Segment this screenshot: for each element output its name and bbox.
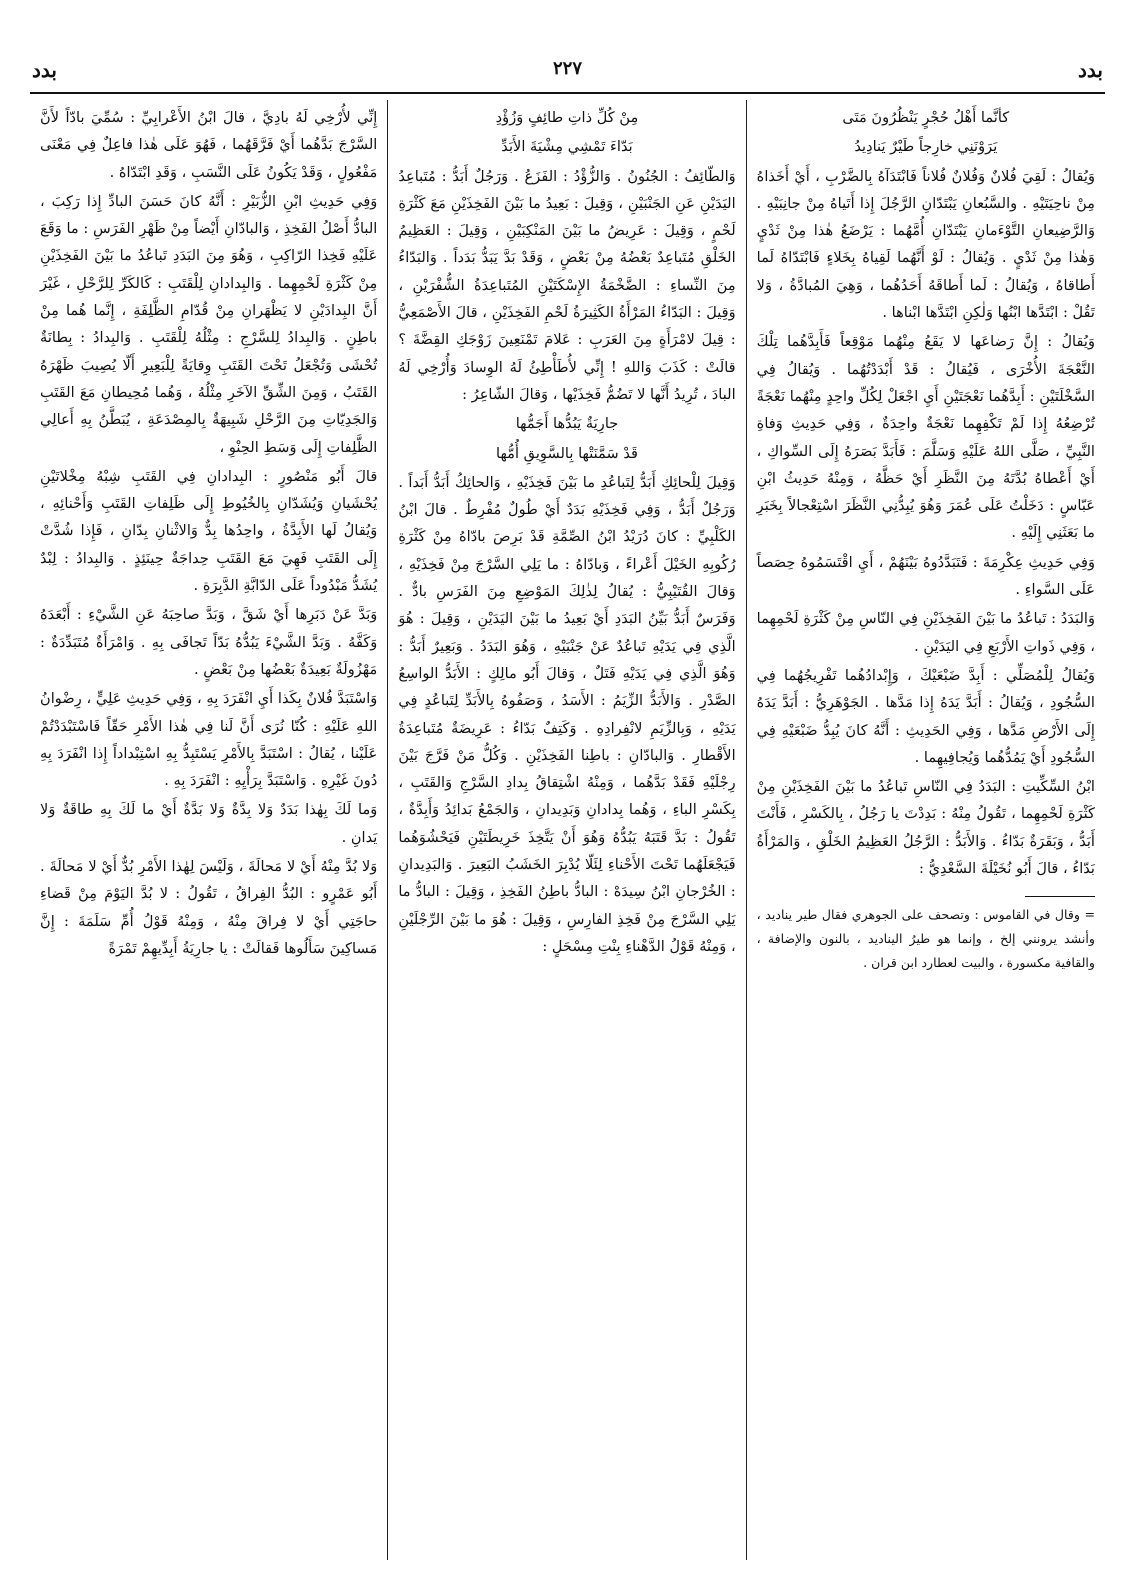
verse-line: قَدْ سَمَّنَتْها بِالسَّوِيقِ أُمُّها (496, 444, 638, 462)
paragraph: وَالبَدَدُ : تَباعُدُ ما بَيْنَ الفَخِذَيْنِ فِي النّاسِ مِنْ كَثْرَةِ لَحْمِهِما ، وَفِي ذَواتِ الأَرْبَعِ فِي اليَدَيْنِ . (756, 610, 1095, 655)
header-root-right: بدد (1078, 58, 1103, 82)
paragraph: وَيُقالُ لِلْمُصَلِّي : أَبِدَّ ضَبْعَيْكَ ، وَإِبْدادُهُما تَفْرِيجُهُما فِي السُّجُودِ ، وَيُقالُ : أَبَدَّ يَدَهُ إِذا مَدَّها . الجَوْهَرِيُّ : أَبَدَّ يَدَهُ إِلَى الأَرْضِ مَدَّها ، وَفِي الحَدِيثِ : أَنَّهُ كانَ يُبِدُّ ضَبْعَيْهِ فِي السُّجُودِ أَيْ يَمُدُّهُما وَيُجافِيهِما . (756, 666, 1095, 766)
dictionary-page (30, 40, 1105, 1560)
verse-line: يَرَوْنَنِي خارِجاً طَيْرٌ يَنادِيدُ (854, 138, 998, 156)
paragraph: قالَ أَبُو مَنْصُورٍ : البِدادانِ فِي القَتَبِ شِبْهُ مِخْلاتَيْنِ يُحْشَيانِ وَيُشَدّانِ بِالخُيُوطِ إِلَى ظَلِفاتِ القَتَبِ وَأَحْنائِهِ ، وَيُقالُ لَها الأَبِدَّةُ ، واحِدُها بِدٌّ وَالاثْنانِ بِدّانِ ، فَإِذا شُدَّتْ إِلَى القَتَبِ فَهِيَ مَعَ القَتَبِ حِداجَةٌ حِينَئِذٍ . وَالبِدادُ : لِبْدٌ يُشَدُّ مَبْدُوداً عَلَى الدّابَّةِ الدَّبِرَةِ . (40, 467, 378, 595)
paragraph: وَيُقالُ : لَقِيَ فُلانٌ وَفُلانٌ فُلاناً فَابْتَدَآهُ بِالضَّرْبِ ، أَيْ أَخَذاهُ مِنْ ناحِيَتَيْهِ . والسَّبُعانِ يَبْتَدّانِ الرَّجُلَ إِذا أَتَياهُ مِنْ جانِبَيْهِ . وَالرَّضِيعانِ التَّوْءَمانِ يَبْتَدّانِ أُمَّهُما : يَرْضَعُ هٰذا مِنْ ثَدْيٍ وَهٰذا مِنْ ثَدْيٍ . وَيُقالُ : لَوْ أَنَّهُما لَقِياهُ بِخَلاءٍ فَابْتَدّاهُ لَما أَطاقاهُ ، وَيُقالُ : لَما أَطاقَهُ أَحَدُهُما ، وَهِيَ المُبادَّةُ ، وَلا تَقُلْ : ابْتَدَّها ابْنُها وَلٰكِنِ ابْتَدَّها ابْناها . (756, 167, 1095, 322)
paragraph: وَلا بُدَّ مِنْهُ أَيْ لا مَحالَةَ ، وَلَيْسَ لِهٰذا الأَمْرِ بُدٌّ أَيْ لا مَحالَةَ . أَبُو عَمْرٍو : البُدُّ الفِراقُ ، تَقُولُ : لا بُدَّ اليَوْمَ مِنْ قَضاءِ حاجَتِي أَيْ لا فِراقَ مِنْهُ ، وَمِنْهُ قَوْلُ أُمِّ سَلَمَةَ : إِنَّ مَساكِينَ سَأَلُوها فَقالَتْ : يا جارِيَةُ أَبِدِّيهِمْ تَمْرَةً (40, 858, 378, 957)
paragraph: إِنِّي لأُرْخِي لَهُ بادِيَّ ، قالَ ابْنُ الأَعْرابِيِّ : سُمِّيَ بادّاً لأَنَّ السَّرْجَ بَدَّهُما أَيْ فَرَّقَهُما ، فَهُوَ عَلَى هٰذا فاعِلٌ فِي مَعْنَى مَفْعُولٍ ، وَقَدْ يَكُونُ عَلَى النَّسَبِ ، وَقَدِ ابْتَدّاهُ . (40, 109, 378, 181)
paragraph: وَما لَكَ بِهٰذا بَدَدٌ وَلا بِدَّةٌ وَلا بَدَّةٌ أَيْ ما لَكَ بِهِ طاقَةٌ وَلا يَدانِ . (40, 801, 378, 846)
verse-line: كأنَّما أَهْلُ حُجْرٍ يَنْظُرُونَ مَتَى (842, 109, 1010, 126)
column-middle (388, 100, 746, 1560)
paragraph: وَفِي حَدِيثِ عِكْرِمَةَ : فَتَبَدَّدُوهُ بَيْنَهُمْ ، أَيِ اقْتَسَمُوهُ حِصَصاً عَلَى السَّواءِ . (756, 553, 1095, 599)
verse-line: بَدّاءَ تَمْشِي مِشْيَةَ الأَبَدِّ (501, 138, 633, 156)
paragraph: وَيُقالُ : إِنَّ رَضاعَها لا يَقَعُ مِنْهُما مَوْقِعاً فَأَبِدَّهُما تِلْكَ النَّعْجَةَ الأُخْرَى ، فَيُقالُ : قَدْ أَبْدَدْتُهُما . وَيُقالُ فِي السَّخْلَتَيْنِ : أَبِدَّهُما نَعْجَتَيْنِ أَيِ اجْعَلْ لِكُلِّ واحِدٍ مِنْهُما نَعْجَةً تُرْضِعُهُ إِذا لَمْ تَكْفِهِما نَعْجَةٌ واحِدَةٌ ، وَفِي حَدِيثِ وَفاةِ النَّبِيِّ ، صَلَّى اللهُ عَلَيْهِ وَسَلَّمَ : فَأَبَدَّ بَصَرَهُ إِلَى السِّواكِ ، أَيْ أَعْطاهُ بُدَّتَهُ مِنَ النَّظَرِ أَيْ حَظَّهُ ، وَمِنْهُ حَدِيثُ ابْنِ عَبّاسٍ : دَخَلْتُ عَلَى عُمَرَ وَهُوَ يُبِدُّنِي النَّظَرَ اسْتِعْجالاً بِخَبَرِ ما بَعَثَنِي إِلَيْهِ . (756, 333, 1095, 542)
header-root-left: بدد (32, 58, 57, 82)
page-header (30, 58, 1105, 88)
column-right (747, 100, 1105, 1560)
verse-line: جارِيَةٌ يَبُدُّها أَجَمُّها (515, 415, 619, 433)
page-number: ٢٢٧ (552, 58, 583, 79)
paragraph: وَقِيلَ لِلْحائِكِ أَبَدُّ لِتَباعُدِ ما بَيْنَ فَخِذَيْهِ ، وَالحائِكُ أَبَدُّ أَبَداً . وَرَجُلٌ أَبَدُّ ، وَفِي فَخِذَيْهِ بَدَدٌ أَيْ طُولٌ مُفْرِطٌ . قالَ ابْنُ الكَلْبِيِّ : كانَ دُرَيْدُ ابْنُ الصِّمَّةِ قَدْ بَرِصَ بادّاهُ مِنْ كَثْرَةِ رُكُوبِهِ الخَيْلَ أَعْراءً ، وَبادّاهُ : ما يَلِي السَّرْجَ مِنْ فَخِذَيْهِ ، وَقالَ القُتَيْبِيُّ : يُقالُ لِذٰلِكَ المَوْضِعِ مِنَ الفَرَسِ بادٌّ . وَفَرَسٌ أَبَدُّ بَيِّنُ البَدَدِ أَيْ بَعِيدُ ما بَيْنَ اليَدَيْنِ ، وَقِيلَ : هُوَ الَّذِي فِي يَدَيْهِ تَباعُدٌ عَنْ جَنْبَيْهِ ، وَهُوَ البَدَدُ . وَبَعِيرٌ أَبَدُّ : وَهُوَ الَّذِي فِي يَدَيْهِ فَتَلٌ ، وَقالَ أَبُو مالِكٍ : الأَبَدُّ الواسِعُ الصَّدْرِ . وَالأَبَدُّ الزِّيَمُ : الأَسَدُ ، وَصَفُوهُ بِالأَبَدِّ لِتَباعُدٍ فِي يَدَيْهِ ، وَبِالزِّيَمِ لانْفِرادِهِ . وَكَتِفٌ بَدّاءُ : عَرِيضَةٌ مُتَباعِدَةُ الأَقْطارِ . وَالبادّانِ : باطِنا الفَخِذَيْنِ . وَكُلُّ مَنْ فَرَّجَ بَيْنَ رِجْلَيْهِ فَقَدْ بَدَّهُما ، وَمِنْهُ اشْتِقاقُ بِدادِ السَّرْجِ وَالقَتَبِ ، بِكَسْرِ الباءِ ، وَهُما بِدادانِ وَبَدِيدانِ ، وَالجَمْعُ بَدائِدُ وَأَبِدَّةٌ ، تَقُولُ : بَدَّ قَتَبَهُ يَبُدُّهُ وَهُوَ أَنْ يَتَّخِذَ خَرِيطَتَيْنِ فَيَحْشُوَهُما فَيَجْعَلَهُما تَحْتَ الأَحْناءِ لِئَلّا يُدْبِرَ الخَشَبُ البَعِيرَ . وَالبَدِيدانِ : الخُرْجانِ ابْنُ سِيدَهْ : البادُّ باطِنُ الفَخِذِ ، وَقِيلَ : البادُّ ما يَلِي السَّرْجَ مِنْ فَخِذِ الفارِسِ ، وَقِيلَ : هُوَ ما بَيْنَ الرِّجْلَيْنِ ، وَمِنْهُ قَوْلُ الدَّهْناءِ بِنْتِ مِسْحَلٍ : (398, 473, 736, 955)
paragraph: وَبَدَّ عَنْ دَبَرِها أَيْ شَقَّ ، وَبَدَّ صاحِبَهُ عَنِ الشَّيْءِ : أَبْعَدَهُ وَكَفَّهُ . وَبَدَّ الشَّيْءَ يَبُدُّهُ بَدّاً تَجافَى بِهِ . وَامْرَأَةٌ مُتَبَدِّدَةٌ : مَهْزُولَةٌ بَعِيدَةٌ بَعْضُها مِنْ بَعْضٍ . (40, 606, 378, 678)
text-columns (30, 100, 1105, 1560)
footnote: = وقال في القاموس : وتصحف على الجوهري فقال طير يناديد ، وأنشد يرونني إلخ ، وإنما هو طيرُ اليناديد ، بالنون والإضافة ، والقافية مكسورة ، والبيت لعطارد ابن قران . (756, 907, 1095, 971)
footnote-separator (1025, 896, 1095, 897)
paragraph: وَاسْتَبَدَّ فُلانٌ بِكَذا أَيِ انْفَرَدَ بِهِ ، وَفِي حَدِيثِ عَلِيٍّ ، رِضْوانُ اللهِ عَلَيْهِ : كُنّا نُرَى أَنَّ لَنا فِي هٰذا الأَمْرِ حَقّاً فَاسْتَبْدَدْتُمْ عَلَيْنا ، يُقالُ : اسْتَبَدَّ بِالأَمْرِ يَسْتَبِدُّ بِهِ اسْتِبْداداً إِذا انْفَرَدَ بِهِ دُونَ غَيْرِهِ . وَاسْتَبَدَّ بِرَأْيِهِ : انْفَرَدَ بِهِ . (40, 690, 378, 790)
paragraph: ابْنُ السِّكِّيتِ : البَدَدُ فِي النّاسِ تَباعُدُ ما بَيْنَ الفَخِذَيْنِ مِنْ كَثْرَةِ لَحْمِهِما ، تَقُولُ مِنْهُ : بَدِدْتَ يا رَجُلُ ، بِالكَسْرِ ، فَأَنْتَ أَبَدُّ ، وَبَقَرَةٌ بَدّاءُ . وَالأَبَدُّ : الرَّجُلُ العَظِيمُ الخَلْقِ ، وَالمَرْأَةُ بَدّاءُ ، قالَ أَبُو نُخَيْلَةَ السَّعْدِيُّ : (756, 778, 1095, 878)
column-left (30, 100, 388, 1560)
header-rule (30, 92, 1105, 94)
paragraph: وَفِي حَدِيثِ ابْنِ الزُّبَيْرِ : أَنَّهُ كانَ حَسَنَ البادِّ إِذا رَكِبَ ، البادُّ أَصْلُ الفَخِذِ ، وَالبادّانِ أَيْضاً مِنْ ظَهْرِ الفَرَسِ : ما وَقَعَ عَلَيْهِ فَخِذا الرّاكِبِ ، وَهُوَ مِنَ البَدَدِ تَباعُدُ ما بَيْنَ الفَخِذَيْنِ مِنْ كَثْرَةِ لَحْمِهِما . وَالبِدادانِ لِلْقَتَبِ : كَالكَرِّ لِلرَّحْلِ ، غَيْرَ أَنَّ البِدادَيْنِ لا يَظْهَرانِ مِنْ قُدّامِ الظَّلِفَةِ ، إِنَّما هُما مِنْ باطِنٍ . وَالبِدادُ لِلسَّرْجِ : مِثْلُهُ لِلْقَتَبِ . وَالبِدادُ : بِطانَةٌ تُحْشَى وَتُجْعَلُ تَحْتَ القَتَبِ وِقايَةً لِلْبَعِيرِ أَلّا يُصِيبَ ظَهْرَهُ القَتَبُ ، وَمِنَ الشِّقِّ الآخَرِ مِثْلُهُ ، وَهُما مُحِيطانِ مَعَ القَتَبِ وَالجَدِيّاتِ مِنَ الرَّحْلِ شَبِيهَةٌ بِالمِصْدَعَةِ ، يُبَطَّنُ بِهِ أَعالِي الظَّلِفاتِ إِلَى وَسَطِ الحِنْوِ ، (40, 192, 378, 456)
paragraph: وَالطّائِفُ : الجُنُونُ . وَالزُّؤْدُ : الفَزَعُ . وَرَجُلٌ أَبَدُّ : مُتَباعِدُ اليَدَيْنِ عَنِ الجَنْبَيْنِ ، وَقِيلَ : بَعِيدُ ما بَيْنَ الفَخِذَيْنِ مَعَ كَثْرَةِ لَحْمٍ ، وَقِيلَ : عَرِيضُ ما بَيْنَ المَنْكِبَيْنِ ، وَقِيلَ : العَظِيمُ الخَلْقِ مُتَباعِدٌ بَعْضُهُ مِنْ بَعْضٍ ، وَقَدْ بَدَّ يَبَدُّ بَدَداً . وَالبَدّاءُ مِنَ النِّساءِ : الضَّخْمَةُ الإِسْكَتَيْنِ المُتَباعِدَةُ الشُّفْرَيْنِ ، وَقِيلَ : البَدّاءُ المَرْأَةُ الكَثِيرَةُ لَحْمِ الفَخِذَيْنِ ، قالَ الأَصْمَعِيُّ : قِيلَ لامْرَأَةٍ مِنَ العَرَبِ : عَلامَ تَمْنَعِينَ زَوْجَكِ القِضَّةَ ؟ قالَتْ : كَذَبَ وَاللهِ ! إِنِّي لأُطَأْطِئُ لَهُ الوِسادَ وَأُرْخِي لَهُ البادَ ، تُرِيدُ أَنَّها لا تَضُمُّ فَخِذَيْها ، وَقالَ الشّاعِرُ : (398, 167, 736, 403)
verse-line: مِنْ كُلِّ ذاتِ طائِفٍ وَزُؤْدِ (495, 109, 639, 126)
